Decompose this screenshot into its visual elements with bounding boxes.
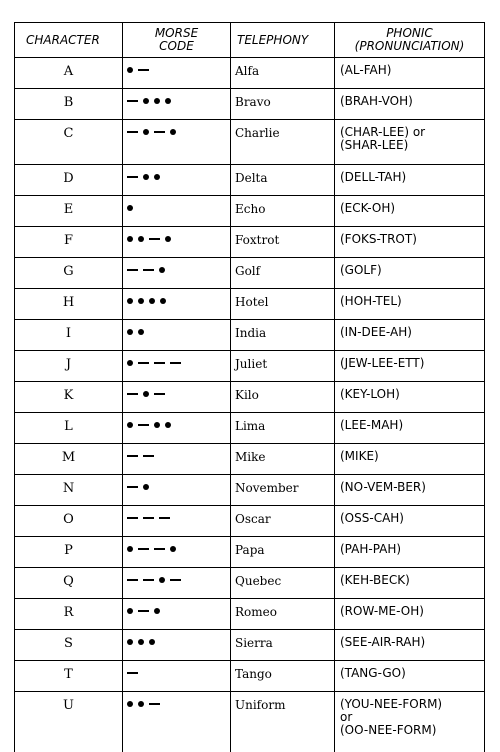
morse-dash bbox=[149, 703, 160, 705]
morse-dash bbox=[143, 269, 154, 271]
morse-dash bbox=[154, 131, 165, 133]
telephony-cell: Echo bbox=[231, 196, 335, 227]
morse-dash bbox=[127, 579, 138, 581]
morse-code-cell bbox=[123, 692, 231, 752]
morse-code-symbols bbox=[127, 262, 230, 278]
morse-code-cell bbox=[123, 506, 231, 537]
telephony-cell: Uniform bbox=[231, 692, 335, 752]
morse-code-symbols bbox=[127, 541, 230, 557]
morse-dash bbox=[170, 579, 181, 581]
telephony-cell: Hotel bbox=[231, 289, 335, 320]
morse-dot bbox=[159, 267, 165, 273]
telephony-cell: Kilo bbox=[231, 382, 335, 413]
character-cell: I bbox=[15, 320, 123, 351]
character-cell: A bbox=[15, 58, 123, 89]
morse-code-symbols bbox=[127, 62, 230, 78]
table-row bbox=[15, 568, 485, 599]
phonic-cell: (GOLF) bbox=[335, 258, 485, 289]
character-cell: J bbox=[15, 351, 123, 382]
morse-code-cell bbox=[123, 258, 231, 289]
morse-dash bbox=[127, 517, 138, 519]
morse-dot bbox=[138, 236, 144, 242]
morse-dot bbox=[138, 329, 144, 335]
morse-dash bbox=[143, 517, 154, 519]
morse-dot bbox=[159, 577, 165, 583]
telephony-cell: Charlie bbox=[231, 120, 335, 165]
header-phonic-line1: PHONIC bbox=[386, 26, 433, 40]
telephony-cell: Quebec bbox=[231, 568, 335, 599]
morse-code-symbols bbox=[127, 634, 230, 650]
character-cell: F bbox=[15, 227, 123, 258]
morse-code-cell bbox=[123, 475, 231, 506]
morse-dot bbox=[127, 329, 133, 335]
morse-dot bbox=[149, 298, 155, 304]
morse-dash bbox=[154, 362, 165, 364]
morse-dot bbox=[143, 391, 149, 397]
table-row bbox=[15, 692, 485, 752]
table-row bbox=[15, 120, 485, 165]
character-cell: N bbox=[15, 475, 123, 506]
phonic-cell: (JEW-LEE-ETT) bbox=[335, 351, 485, 382]
morse-code-cell bbox=[123, 444, 231, 475]
telephony-cell: Bravo bbox=[231, 89, 335, 120]
morse-code-cell bbox=[123, 413, 231, 444]
morse-dash bbox=[127, 672, 138, 674]
phonic-cell: (MIKE) bbox=[335, 444, 485, 475]
table-header bbox=[15, 23, 485, 58]
morse-code-symbols bbox=[127, 93, 230, 109]
table-body bbox=[15, 58, 485, 752]
table-row bbox=[15, 320, 485, 351]
header-row bbox=[15, 23, 485, 58]
table-row bbox=[15, 227, 485, 258]
morse-code-cell bbox=[123, 599, 231, 630]
table-row bbox=[15, 661, 485, 692]
morse-dot bbox=[160, 298, 166, 304]
table-row bbox=[15, 58, 485, 89]
morse-code-symbols bbox=[127, 124, 230, 140]
table-row bbox=[15, 165, 485, 196]
morse-dot bbox=[127, 608, 133, 614]
morse-dot bbox=[138, 639, 144, 645]
morse-dot bbox=[127, 205, 133, 211]
phonetic-alphabet-table bbox=[14, 22, 485, 752]
telephony-cell: Romeo bbox=[231, 599, 335, 630]
morse-dash bbox=[127, 486, 138, 488]
morse-dot bbox=[143, 129, 149, 135]
morse-dot bbox=[154, 174, 160, 180]
morse-dot bbox=[143, 484, 149, 490]
telephony-cell: Papa bbox=[231, 537, 335, 568]
table-row bbox=[15, 413, 485, 444]
morse-dash bbox=[138, 610, 149, 612]
header-phonic bbox=[335, 23, 485, 58]
character-cell: C bbox=[15, 120, 123, 165]
morse-dot bbox=[127, 639, 133, 645]
telephony-cell: Mike bbox=[231, 444, 335, 475]
telephony-cell: Tango bbox=[231, 661, 335, 692]
telephony-cell: Golf bbox=[231, 258, 335, 289]
telephony-cell: Lima bbox=[231, 413, 335, 444]
telephony-cell: Juliet bbox=[231, 351, 335, 382]
phonic-cell: (CHAR-LEE) or (SHAR-LEE) bbox=[335, 120, 485, 165]
phonic-cell: (ROW-ME-OH) bbox=[335, 599, 485, 630]
telephony-cell: Delta bbox=[231, 165, 335, 196]
character-cell: O bbox=[15, 506, 123, 537]
morse-code-cell bbox=[123, 89, 231, 120]
morse-dash bbox=[127, 269, 138, 271]
phonic-cell: (ECK-OH) bbox=[335, 196, 485, 227]
character-cell: Q bbox=[15, 568, 123, 599]
morse-code-cell bbox=[123, 382, 231, 413]
morse-dash bbox=[143, 579, 154, 581]
table-row bbox=[15, 289, 485, 320]
morse-dot bbox=[138, 701, 144, 707]
header-morse-line1: MORSE bbox=[155, 26, 198, 40]
morse-dash bbox=[170, 362, 181, 364]
morse-code-cell bbox=[123, 630, 231, 661]
character-cell: T bbox=[15, 661, 123, 692]
phonic-cell: (AL-FAH) bbox=[335, 58, 485, 89]
morse-dot bbox=[127, 422, 133, 428]
morse-dot bbox=[154, 608, 160, 614]
character-cell: K bbox=[15, 382, 123, 413]
morse-dash bbox=[127, 393, 138, 395]
phonic-cell: (HOH-TEL) bbox=[335, 289, 485, 320]
morse-code-cell bbox=[123, 568, 231, 599]
character-cell: L bbox=[15, 413, 123, 444]
morse-dash bbox=[159, 517, 170, 519]
morse-code-cell bbox=[123, 320, 231, 351]
phonic-cell: (KEY-LOH) bbox=[335, 382, 485, 413]
character-cell: P bbox=[15, 537, 123, 568]
character-cell: S bbox=[15, 630, 123, 661]
morse-code-symbols bbox=[127, 603, 230, 619]
morse-dash bbox=[138, 362, 149, 364]
table-row bbox=[15, 630, 485, 661]
morse-dot bbox=[138, 298, 144, 304]
morse-dash bbox=[127, 100, 138, 102]
morse-code-symbols bbox=[127, 510, 230, 526]
morse-code-symbols bbox=[127, 200, 230, 216]
morse-code-cell bbox=[123, 165, 231, 196]
table-row bbox=[15, 196, 485, 227]
phonic-cell: (LEE-MAH) bbox=[335, 413, 485, 444]
morse-code-cell bbox=[123, 120, 231, 165]
character-cell: D bbox=[15, 165, 123, 196]
morse-code-symbols bbox=[127, 417, 230, 433]
morse-code-symbols bbox=[127, 169, 230, 185]
morse-dash bbox=[127, 131, 138, 133]
morse-dot bbox=[127, 236, 133, 242]
table-row bbox=[15, 89, 485, 120]
morse-code-symbols bbox=[127, 231, 230, 247]
morse-dash bbox=[143, 455, 154, 457]
morse-code-symbols bbox=[127, 448, 230, 464]
morse-dash bbox=[154, 393, 165, 395]
morse-dot bbox=[154, 422, 160, 428]
morse-dash bbox=[127, 176, 138, 178]
character-cell: B bbox=[15, 89, 123, 120]
morse-dot bbox=[149, 639, 155, 645]
morse-dash bbox=[138, 548, 149, 550]
morse-dash bbox=[138, 69, 149, 71]
morse-dot bbox=[165, 98, 171, 104]
table-row bbox=[15, 351, 485, 382]
morse-dash bbox=[138, 424, 149, 426]
phonic-cell: (OSS-CAH) bbox=[335, 506, 485, 537]
table-row bbox=[15, 599, 485, 630]
morse-dot bbox=[127, 546, 133, 552]
character-cell: U bbox=[15, 692, 123, 752]
morse-code-symbols bbox=[127, 665, 230, 681]
morse-dash bbox=[149, 238, 160, 240]
morse-code-cell bbox=[123, 227, 231, 258]
telephony-cell: Oscar bbox=[231, 506, 335, 537]
table-row bbox=[15, 537, 485, 568]
morse-dot bbox=[165, 236, 171, 242]
header-character: CHARACTER bbox=[15, 23, 123, 58]
phonic-cell: (YOU-NEE-FORM) or (OO-NEE-FORM) bbox=[335, 692, 485, 752]
header-telephony: TELEPHONY bbox=[231, 23, 335, 58]
header-morse-line2: CODE bbox=[159, 39, 194, 53]
morse-code-cell bbox=[123, 289, 231, 320]
morse-code-symbols bbox=[127, 696, 230, 712]
morse-code-symbols bbox=[127, 293, 230, 309]
morse-dot bbox=[127, 67, 133, 73]
morse-dot bbox=[170, 546, 176, 552]
morse-dot bbox=[127, 701, 133, 707]
morse-dot bbox=[143, 174, 149, 180]
morse-code-cell bbox=[123, 537, 231, 568]
morse-dash bbox=[127, 455, 138, 457]
morse-code-symbols bbox=[127, 572, 230, 588]
morse-dot bbox=[143, 98, 149, 104]
character-cell: H bbox=[15, 289, 123, 320]
morse-dot bbox=[127, 298, 133, 304]
header-morse-code bbox=[123, 23, 231, 58]
table-row bbox=[15, 444, 485, 475]
morse-code-symbols bbox=[127, 324, 230, 340]
morse-code-cell bbox=[123, 58, 231, 89]
phonic-cell: (NO-VEM-BER) bbox=[335, 475, 485, 506]
phonic-cell: (FOKS-TROT) bbox=[335, 227, 485, 258]
character-cell: E bbox=[15, 196, 123, 227]
phonic-cell: (PAH-PAH) bbox=[335, 537, 485, 568]
header-phonic-line2: (PRONUNCIATION) bbox=[355, 39, 465, 53]
morse-dash bbox=[154, 548, 165, 550]
telephony-cell: Alfa bbox=[231, 58, 335, 89]
morse-code-cell bbox=[123, 196, 231, 227]
character-cell: M bbox=[15, 444, 123, 475]
phonic-cell: (SEE-AIR-RAH) bbox=[335, 630, 485, 661]
table-row bbox=[15, 382, 485, 413]
phonic-cell: (KEH-BECK) bbox=[335, 568, 485, 599]
morse-dot bbox=[127, 360, 133, 366]
morse-code-cell bbox=[123, 661, 231, 692]
telephony-cell: Foxtrot bbox=[231, 227, 335, 258]
table-row bbox=[15, 506, 485, 537]
morse-dot bbox=[154, 98, 160, 104]
phonic-cell: (DELL-TAH) bbox=[335, 165, 485, 196]
telephony-cell: Sierra bbox=[231, 630, 335, 661]
morse-code-symbols bbox=[127, 355, 230, 371]
table-row bbox=[15, 258, 485, 289]
table-row bbox=[15, 475, 485, 506]
character-cell: G bbox=[15, 258, 123, 289]
morse-code-symbols bbox=[127, 386, 230, 402]
morse-dot bbox=[170, 129, 176, 135]
phonic-cell: (BRAH-VOH) bbox=[335, 89, 485, 120]
character-cell: R bbox=[15, 599, 123, 630]
telephony-cell: India bbox=[231, 320, 335, 351]
telephony-cell: November bbox=[231, 475, 335, 506]
phonic-cell: (TANG-GO) bbox=[335, 661, 485, 692]
morse-code-symbols bbox=[127, 479, 230, 495]
morse-dot bbox=[165, 422, 171, 428]
morse-code-cell bbox=[123, 351, 231, 382]
phonic-cell: (IN-DEE-AH) bbox=[335, 320, 485, 351]
